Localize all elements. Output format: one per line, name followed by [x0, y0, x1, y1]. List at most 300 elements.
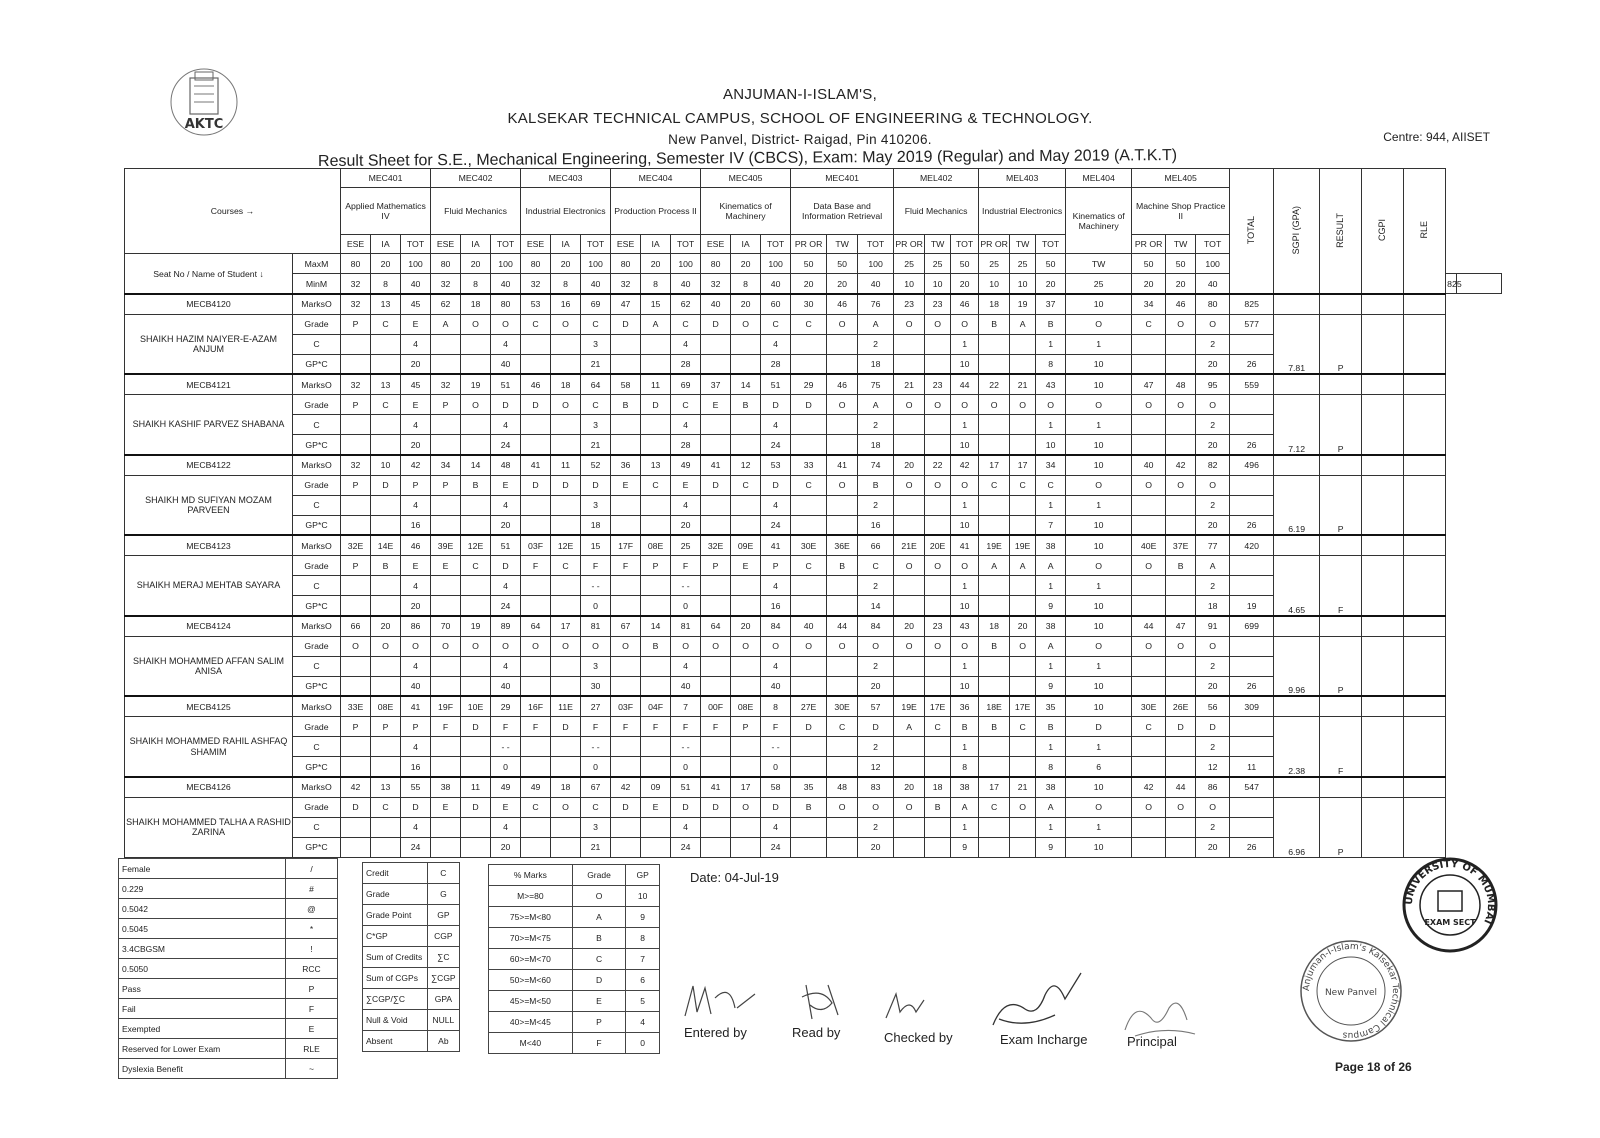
gpc-cell	[894, 435, 925, 455]
marks-cell: 42	[401, 455, 431, 475]
row-label: Grade	[293, 717, 341, 737]
gpc-cell	[827, 596, 858, 616]
credit-cell: - -	[671, 737, 701, 757]
credit-cell	[611, 495, 641, 515]
grade-cell: F	[431, 717, 461, 737]
gpc-cell	[431, 596, 461, 616]
marks-cell: 12E	[551, 535, 581, 555]
gpc-cell	[791, 757, 827, 777]
credit-cell: 4	[671, 415, 701, 435]
credit-cell	[827, 656, 858, 676]
result-cell: P	[1320, 395, 1362, 455]
grade-cell: F	[581, 717, 611, 737]
marks-cell: 10	[371, 455, 401, 475]
marks-cell: 47	[611, 294, 641, 314]
row-label: Grade	[293, 395, 341, 415]
marks-cell: 44	[951, 374, 979, 394]
grade-cell: O	[491, 636, 521, 656]
gpc-cell: 10	[951, 596, 979, 616]
credit-cell	[979, 334, 1010, 354]
grade-cell: P	[431, 475, 461, 495]
maxm-value: 50	[1166, 254, 1196, 274]
credit-cell	[1166, 817, 1196, 837]
grade-range: 45>=M<50	[489, 991, 573, 1012]
gpc-cell: 18	[858, 435, 894, 455]
gpc-cell	[1010, 676, 1036, 696]
credit-cell	[521, 415, 551, 435]
marks-cell: 18	[979, 294, 1010, 314]
grade-cell: O	[731, 797, 761, 817]
signature-label-principal: Principal	[1127, 1034, 1177, 1049]
gpc-cell	[731, 354, 761, 374]
marks-cell: 00F	[701, 696, 731, 716]
marks-cell: 18E	[979, 696, 1010, 716]
marks-cell: 95	[1196, 374, 1230, 394]
marks-cell: 48	[1166, 374, 1196, 394]
legend-term: ∑CGP/∑C	[363, 989, 428, 1010]
credit-cell	[461, 334, 491, 354]
legend-abbr: CGP	[427, 926, 459, 947]
course-code: MEL404	[1066, 169, 1132, 188]
gpc-cell: 24	[671, 837, 701, 857]
credit-cell	[431, 415, 461, 435]
grade-cell: B	[641, 636, 671, 656]
gpc-cell: 24	[761, 515, 791, 535]
credit-cell	[979, 737, 1010, 757]
maxm-value: 25	[894, 254, 925, 274]
marks-cell: 75	[858, 374, 894, 394]
grade-cell: O	[951, 314, 979, 334]
marks-cell: 13	[371, 374, 401, 394]
row-label: MarksO	[293, 535, 341, 555]
sub-header: IA	[731, 235, 761, 254]
maxm-value: 80	[341, 254, 371, 274]
credit-cell	[431, 576, 461, 596]
grade-cell: D	[521, 475, 551, 495]
course-code: MEC402	[431, 169, 521, 188]
gpc-cell	[1132, 435, 1166, 455]
gpc-cell: 10	[1066, 515, 1132, 535]
gpc-cell	[551, 757, 581, 777]
maxm-label: MaxM	[293, 254, 341, 274]
total-grade	[1230, 717, 1274, 737]
sub-header: TW	[1166, 235, 1196, 254]
credit-cell	[551, 576, 581, 596]
gpc-cell	[925, 435, 951, 455]
credit-cell: 1	[1036, 817, 1066, 837]
marks-cell: 49	[671, 455, 701, 475]
total-credits: 11	[1230, 757, 1274, 777]
gpc-cell	[791, 515, 827, 535]
grade-cell: C	[641, 475, 671, 495]
gpc-cell: 40	[491, 676, 521, 696]
gpc-cell: 14	[858, 596, 894, 616]
credit-cell	[371, 656, 401, 676]
credit-cell	[1010, 334, 1036, 354]
credit-cell	[827, 334, 858, 354]
minm-value: 20	[827, 274, 858, 294]
course-name: Industrial Electronics	[521, 187, 611, 234]
credit-cell	[641, 656, 671, 676]
credit-cell: 1	[951, 656, 979, 676]
grade-cell: D	[611, 797, 641, 817]
marks-cell: 19	[1010, 294, 1036, 314]
credit-cell: 2	[1196, 334, 1230, 354]
gpc-cell: 20	[1196, 435, 1230, 455]
marks-cell: 89	[491, 616, 521, 636]
marks-cell: 37E	[1166, 535, 1196, 555]
gpc-cell	[791, 837, 827, 857]
grade-cell: C	[791, 314, 827, 334]
grade-cell: P	[431, 395, 461, 415]
marks-cell: 41	[701, 777, 731, 797]
grade-cell: F	[611, 717, 641, 737]
gpc-cell	[894, 515, 925, 535]
credit-cell	[551, 415, 581, 435]
grade-cell: C	[827, 717, 858, 737]
gpc-cell	[611, 435, 641, 455]
grade-cell: C	[671, 314, 701, 334]
legend-term: Absent	[363, 1031, 428, 1052]
credit-cell	[701, 737, 731, 757]
legend-abbr: GPA	[427, 989, 459, 1010]
marks-cell: 47	[1166, 616, 1196, 636]
marks-cell: 36E	[827, 535, 858, 555]
grade-point: 6	[626, 970, 660, 991]
result-cell: P	[1320, 636, 1362, 696]
total-grade	[1230, 556, 1274, 576]
credit-cell	[791, 415, 827, 435]
grade-cell: C	[371, 395, 401, 415]
credit-cell: 2	[1196, 495, 1230, 515]
signature-label-entered: Entered by	[684, 1025, 747, 1040]
credit-cell	[551, 737, 581, 757]
maxm-value: 50	[791, 254, 827, 274]
grade-cell: B	[827, 556, 858, 576]
credit-cell: 1	[1066, 817, 1132, 837]
legend-term: 0.229	[119, 879, 286, 899]
credit-cell	[1010, 576, 1036, 596]
sub-header: TW	[827, 235, 858, 254]
marks-cell: 14	[731, 374, 761, 394]
gpc-cell: 7	[1036, 515, 1066, 535]
gpc-cell	[791, 596, 827, 616]
grade-cell: A	[894, 717, 925, 737]
marks-cell: 16F	[521, 696, 551, 716]
credit-cell	[731, 656, 761, 676]
marks-cell: 80	[491, 294, 521, 314]
marks-cell: 8	[761, 696, 791, 716]
gpc-cell: 40	[401, 676, 431, 696]
gpc-cell	[431, 757, 461, 777]
credit-cell	[371, 817, 401, 837]
marks-cell: 14	[461, 455, 491, 475]
marks-cell: 58	[611, 374, 641, 394]
gpc-cell	[461, 354, 491, 374]
credit-cell	[641, 334, 671, 354]
gpc-cell	[551, 435, 581, 455]
grade-cell: P	[341, 717, 371, 737]
gpc-cell: 20	[1196, 837, 1230, 857]
grade-cell: C	[581, 797, 611, 817]
seat-name-header: Seat No / Name of Student ↓	[125, 254, 293, 294]
marks-cell: 32	[341, 455, 371, 475]
maxm-value: 50	[951, 254, 979, 274]
campus-stamp-text: Anjuman-I-Islam's Kalsekar Technical Campus	[1301, 941, 1401, 1041]
gpc-cell: 10	[951, 435, 979, 455]
credit-cell	[731, 817, 761, 837]
grade-range: M>=80	[489, 886, 573, 907]
grade-range: 50>=M<60	[489, 970, 573, 991]
marks-cell: 32E	[701, 535, 731, 555]
gpc-cell	[641, 596, 671, 616]
minm-value: 10	[1066, 294, 1132, 314]
gpc-cell: 9	[1036, 837, 1066, 857]
marks-cell: 62	[671, 294, 701, 314]
grade-cell: O	[1132, 475, 1166, 495]
maxm-value: 100	[401, 254, 431, 274]
grade-cell: F	[521, 717, 551, 737]
student-name: SHAIKH MOHAMMED RAHIL ASHFAQ SHAMIM	[125, 717, 293, 777]
credit-cell	[925, 576, 951, 596]
marks-cell: 51	[671, 777, 701, 797]
marks-cell: 23	[894, 294, 925, 314]
credit-cell	[1166, 576, 1196, 596]
marks-cell: 57	[858, 696, 894, 716]
credit-cell	[827, 495, 858, 515]
marks-cell: 32	[341, 294, 371, 314]
gpc-cell	[731, 757, 761, 777]
credit-cell	[894, 334, 925, 354]
student-name: SHAIKH MERAJ MEHTAB SAYARA	[125, 556, 293, 616]
credit-cell	[894, 737, 925, 757]
gpc-cell	[701, 757, 731, 777]
marks-cell: 27	[581, 696, 611, 716]
marks-cell: 17E	[925, 696, 951, 716]
minm-value: 8	[371, 274, 401, 294]
maxm-value: 50	[827, 254, 858, 274]
grade-cell: D	[671, 797, 701, 817]
grade-cell: O	[1010, 636, 1036, 656]
gpc-cell	[1132, 837, 1166, 857]
credit-cell: - -	[581, 576, 611, 596]
sgpi-cell: 2.38	[1274, 717, 1320, 777]
row-label: Grade	[293, 636, 341, 656]
grade-cell: O	[1196, 314, 1230, 334]
grade-point: 0	[626, 1033, 660, 1054]
minm-value: 20	[951, 274, 979, 294]
credit-cell: 2	[858, 576, 894, 596]
marks-cell: 69	[581, 294, 611, 314]
campus-stamp	[1298, 938, 1404, 1049]
marks-cell: 74	[858, 455, 894, 475]
credit-cell: 1	[1066, 415, 1132, 435]
gpc-cell	[341, 757, 371, 777]
gpc-cell: 20	[401, 435, 431, 455]
course-code: MEC403	[521, 169, 611, 188]
row-label: MarksO	[293, 777, 341, 797]
credit-cell	[431, 737, 461, 757]
grade-cell: B	[611, 395, 641, 415]
grade-cell: O	[461, 395, 491, 415]
grade-cell: O	[925, 636, 951, 656]
grade-cell: O	[1010, 395, 1036, 415]
grade-cell: A	[858, 395, 894, 415]
gpc-cell	[371, 596, 401, 616]
total-grade	[1230, 475, 1274, 495]
grade-cell: O	[431, 636, 461, 656]
marks-cell: 38	[1036, 616, 1066, 636]
credit-cell	[925, 737, 951, 757]
grade-letter: D	[572, 970, 626, 991]
marks-cell: 41	[761, 535, 791, 555]
minm-value: 40	[1196, 274, 1230, 294]
marks-cell: 18	[551, 374, 581, 394]
credit-cell	[701, 415, 731, 435]
grade-cell: O	[671, 636, 701, 656]
grade-cell: C	[461, 556, 491, 576]
gpc-cell: 8	[1036, 354, 1066, 374]
sub-header: TOT	[581, 235, 611, 254]
gpc-cell: 10	[951, 676, 979, 696]
marks-cell: 33	[791, 455, 827, 475]
minm-label: MinM	[293, 274, 341, 294]
credit-cell: 1	[1066, 737, 1132, 757]
marks-cell: 16	[551, 294, 581, 314]
gpc-cell: 20	[858, 676, 894, 696]
marks-cell: 42	[951, 455, 979, 475]
minm-value: 32	[341, 274, 371, 294]
credit-cell: 4	[491, 334, 521, 354]
sub-header: TOT	[1196, 235, 1230, 254]
credit-cell: 4	[401, 495, 431, 515]
grade-cell: C	[581, 395, 611, 415]
minm-value: 40	[858, 274, 894, 294]
signature-read	[792, 975, 852, 1030]
marks-cell: 86	[1196, 777, 1230, 797]
credit-cell: 4	[491, 415, 521, 435]
student-name: SHAIKH MOHAMMED AFFAN SALIM ANISA	[125, 636, 293, 696]
credit-cell	[791, 817, 827, 837]
legend-symbol: !	[286, 939, 338, 959]
gpc-cell: 9	[951, 837, 979, 857]
marks-cell: 81	[581, 616, 611, 636]
grade-cell: B	[925, 797, 951, 817]
gpc-cell: 0	[671, 757, 701, 777]
legend-symbol: RLE	[286, 1039, 338, 1059]
credit-cell	[1166, 334, 1196, 354]
grade-cell: D	[761, 797, 791, 817]
marks-cell: 19F	[431, 696, 461, 716]
gpc-cell	[461, 676, 491, 696]
grade-cell: A	[979, 556, 1010, 576]
marks-cell: 51	[491, 374, 521, 394]
gpc-cell: 10	[1066, 676, 1132, 696]
credit-cell	[894, 415, 925, 435]
legend-symbols	[118, 858, 338, 1079]
marks-cell: 48	[491, 455, 521, 475]
grade-letter: O	[572, 886, 626, 907]
credit-cell: 4	[401, 334, 431, 354]
gpc-cell: 10	[951, 515, 979, 535]
credit-cell: 4	[671, 656, 701, 676]
student-name: SHAIKH MD SUFIYAN MOZAM PARVEEN	[125, 475, 293, 535]
gpc-cell	[641, 515, 671, 535]
grade-letter: B	[572, 928, 626, 949]
gpc-cell	[521, 515, 551, 535]
grade-cell: O	[827, 636, 858, 656]
gpc-cell	[979, 676, 1010, 696]
grade-cell: D	[791, 395, 827, 415]
credit-cell	[431, 495, 461, 515]
marks-cell: 17F	[611, 535, 641, 555]
marks-cell: 19E	[1010, 535, 1036, 555]
gpc-cell	[551, 596, 581, 616]
gpc-cell	[894, 596, 925, 616]
minm-value: 10	[1066, 535, 1132, 555]
minm-value: 10	[925, 274, 951, 294]
gpc-cell	[371, 515, 401, 535]
marks-cell: 66	[341, 616, 371, 636]
grade-cell: O	[1166, 314, 1196, 334]
gpc-cell	[894, 757, 925, 777]
credit-cell	[701, 495, 731, 515]
credit-cell	[701, 334, 731, 354]
grade-cell: O	[1132, 556, 1166, 576]
gpc-cell	[431, 837, 461, 857]
gpc-cell: 16	[401, 515, 431, 535]
sub-header: TOT	[491, 235, 521, 254]
minm-value: 10	[1066, 455, 1132, 475]
marks-cell: 23	[925, 616, 951, 636]
grade-cell: D	[701, 475, 731, 495]
gpc-cell	[371, 837, 401, 857]
gpc-cell	[1166, 596, 1196, 616]
credit-cell	[925, 817, 951, 837]
credit-cell	[827, 737, 858, 757]
marks-cell: 40	[1132, 455, 1166, 475]
grade-cell: E	[641, 797, 671, 817]
credit-cell: 4	[401, 576, 431, 596]
grade-cell: D	[461, 797, 491, 817]
legend-term: C*GP	[363, 926, 428, 947]
credit-cell	[701, 817, 731, 837]
legend-terms	[362, 862, 460, 1052]
grade-cell: D	[701, 797, 731, 817]
total-credits: 26	[1230, 837, 1274, 857]
legend-term: Exempted	[119, 1019, 286, 1039]
total-marks: 825	[1230, 294, 1274, 314]
gpc-cell	[1132, 596, 1166, 616]
credit-cell	[979, 817, 1010, 837]
grade-letter: C	[572, 949, 626, 970]
grade-cell: O	[1166, 395, 1196, 415]
gpc-cell: 20	[1196, 515, 1230, 535]
credit-cell: 3	[581, 415, 611, 435]
grade-cell: B	[979, 314, 1010, 334]
result-date: Date: 04-Jul-19	[690, 870, 779, 885]
gpc-cell	[701, 837, 731, 857]
marks-cell: 38	[1036, 535, 1066, 555]
credit-cell: 1	[951, 737, 979, 757]
grade-cell: E	[611, 475, 641, 495]
maxm-value: 80	[431, 254, 461, 274]
legend-symbol: ~	[286, 1059, 338, 1079]
marks-cell: 56	[1196, 696, 1230, 716]
maxm-value: 20	[371, 254, 401, 274]
summary-header-label: RLE	[1419, 221, 1430, 239]
gpc-cell	[461, 596, 491, 616]
